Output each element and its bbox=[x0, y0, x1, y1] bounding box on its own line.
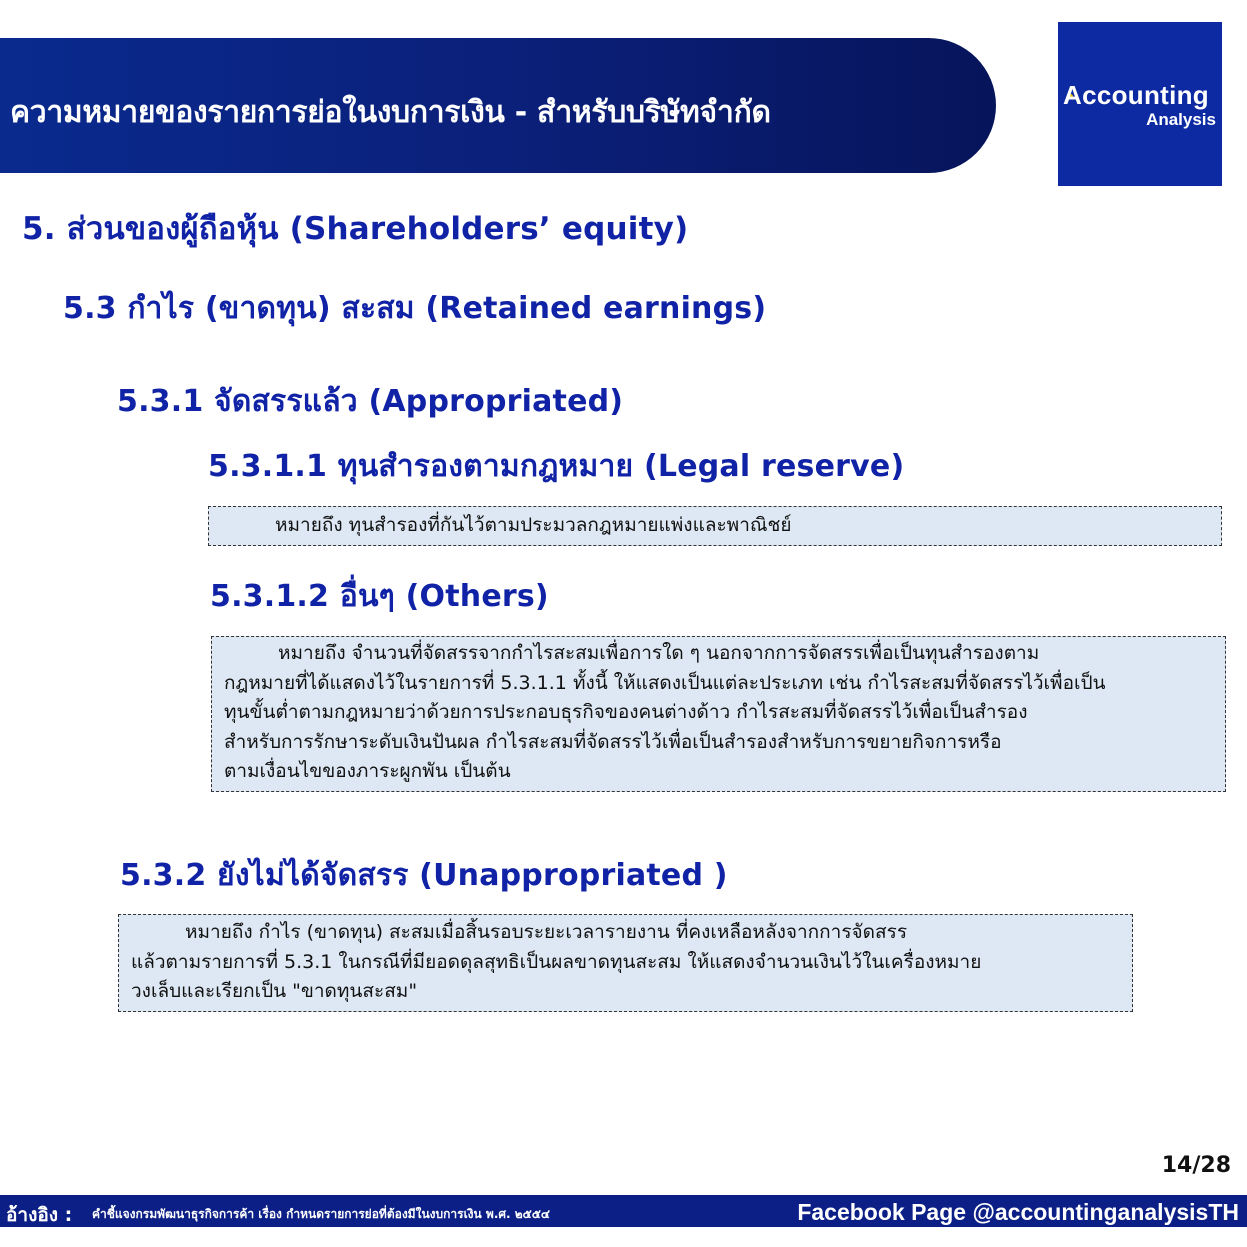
section-heading-appropriated: 5.3.1 จัดสรรแล้ว (Appropriated) bbox=[117, 384, 624, 419]
description-line: แล้วตามรายการที่ 5.3.1 ในกรณีที่มียอดดุลสุทธิเป็นผลขาดทุนสะสม ให้แสดงจำนวนเงินไว้ในเครื่องหมาย bbox=[131, 950, 982, 973]
description-line: สำหรับการรักษาระดับเงินปันผล กำไรสะสมที่จัดสรรไว้เพื่อเป็นสำรองสำหรับการขยายกิจการหรือ bbox=[224, 730, 1002, 753]
description-line: วงเล็บและเรียกเป็น "ขาดทุนสะสม" bbox=[131, 980, 418, 1002]
page-number: 14/28 bbox=[1161, 1153, 1231, 1178]
others-description bbox=[211, 636, 1226, 792]
logo-text-analysis: Analysis bbox=[1146, 110, 1216, 129]
section-heading-unappropriated: 5.3.2 ยังไม่ได้จัดสรร (Unappropriated ) bbox=[120, 858, 728, 893]
description-line: หมายถึง ทุนสำรองที่กันไว้ตามประมวลกฎหมายแพ่งและพาณิชย์ bbox=[275, 514, 792, 536]
description-line: กฎหมายที่ได้แสดงไว้ในรายการที่ 5.3.1.1 ทั้งนี้ ให้แสดงเป็นแต่ละประเภท เช่น กำไรสะสมที่จัดสรรไว้เพื่อเป็น bbox=[224, 671, 1106, 694]
section-heading-shareholders-equity: 5. ส่วนของผู้ถือหุ้น (Shareholders’ equity) bbox=[22, 211, 689, 247]
description-line: ตามเงื่อนไขของภาระผูกพัน เป็นต้น bbox=[224, 760, 511, 782]
reference-text: คำชี้แจงกรมพัฒนาธุรกิจการค้า เรื่อง กำหนดรายการย่อที่ต้องมีในงบการเงิน พ.ศ. ๒๕๕๔ bbox=[92, 1207, 550, 1221]
description-line: หมายถึง จำนวนที่จัดสรรจากกำไรสะสมเพื่อการใด ๆ นอกจากการจัดสรรเพื่อเป็นทุนสำรองตาม bbox=[278, 642, 1040, 664]
page-title: ความหมายของรายการย่อในงบการเงิน - สำหรับบริษัทจำกัด bbox=[10, 95, 771, 130]
legal-reserve-description bbox=[208, 506, 1222, 546]
description-line: หมายถึง กำไร (ขาดทุน) สะสมเมื่อสิ้นรอบระยะเวลารายงาน ที่คงเหลือหลังจากการจัดสรร bbox=[185, 921, 908, 943]
facebook-page-link[interactable]: Facebook Page @accountinganalysisTH bbox=[797, 1199, 1239, 1225]
description-line: ทุนขั้นต่ำตามกฎหมายว่าด้วยการประกอบธุรกิจของคนต่างด้าว กำไรสะสมที่จัดสรรไว้เพื่อเป็นสำรอง bbox=[224, 701, 1028, 723]
unappropriated-description bbox=[118, 914, 1133, 1012]
section-heading-legal-reserve: 5.3.1.1 ทุนสำรองตามกฎหมาย (Legal reserve) bbox=[208, 449, 905, 484]
logo-text-accounting: Accounting bbox=[1063, 80, 1209, 110]
section-heading-others: 5.3.1.2 อื่นๆ (Others) bbox=[210, 579, 549, 614]
section-heading-retained-earnings: 5.3 กำไร (ขาดทุน) สะสม (Retained earnings) bbox=[63, 291, 767, 326]
reference-label: อ้างอิง : bbox=[6, 1204, 73, 1226]
accounting-analysis-logo bbox=[1058, 22, 1222, 186]
